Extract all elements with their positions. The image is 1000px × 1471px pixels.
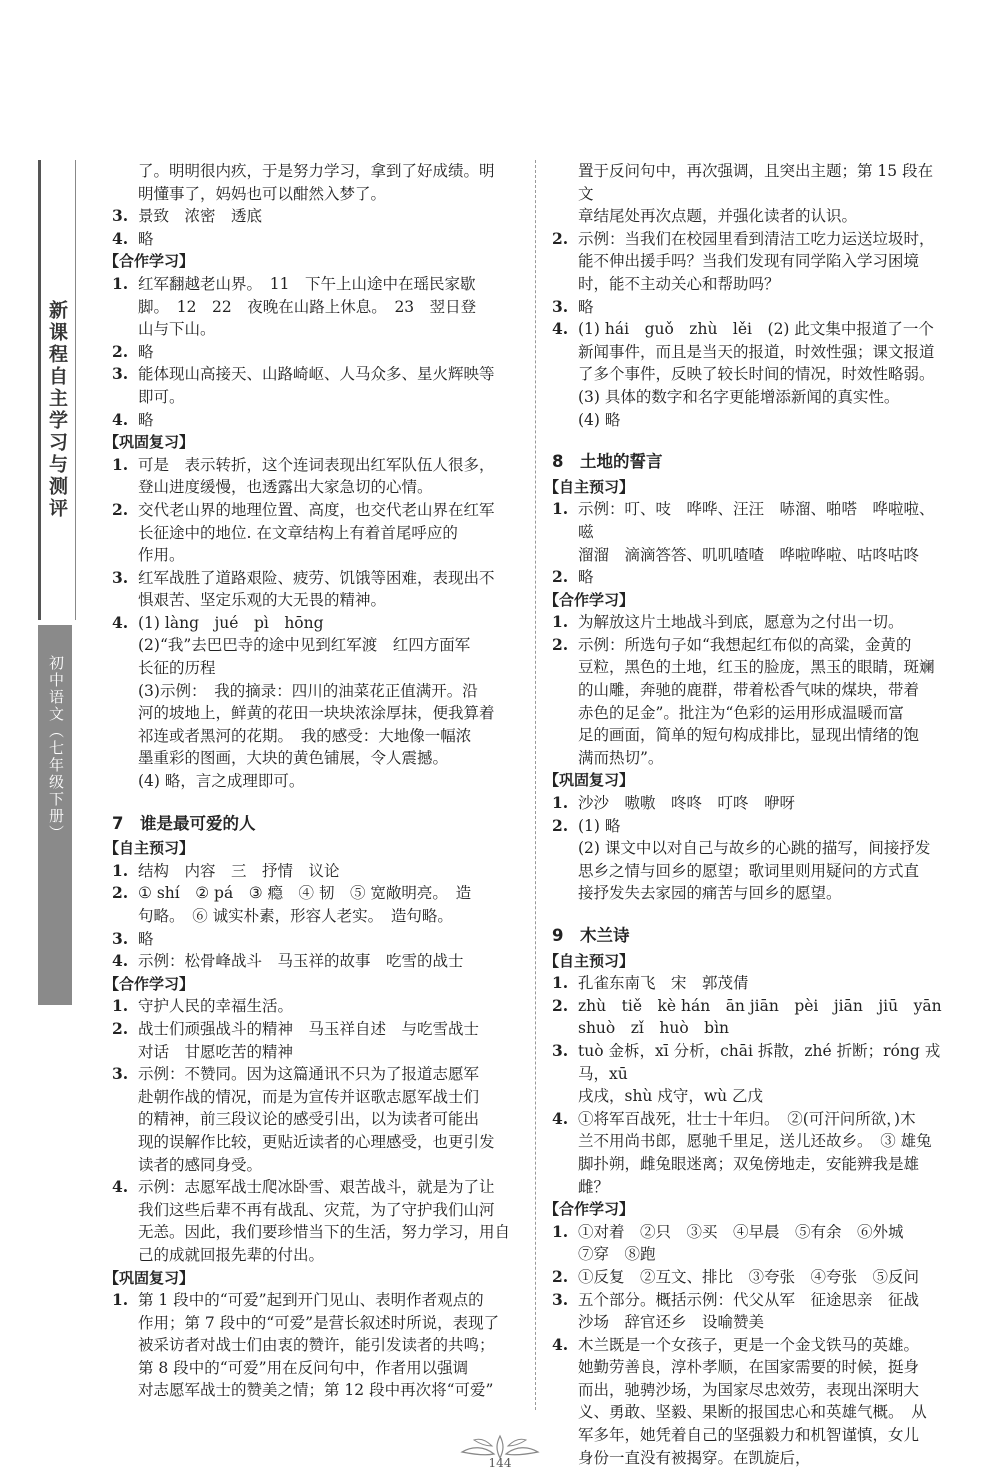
column-divider [535, 160, 536, 1410]
text-line: 长征的历程 [138, 659, 216, 678]
text-line: 而出，驰骋沙场，为国家尽忠效劳，表现出深明大 [578, 1380, 920, 1399]
item-text: 景致 浓密 透底 [138, 207, 263, 226]
answer-item [112, 1063, 524, 1086]
item-number: 3. [112, 567, 129, 587]
text-line: 无恙。因此，我们要珍惜当下的生活，努力学习，用自 [138, 1223, 511, 1242]
sidebar [38, 160, 72, 1040]
section-header: 【自主预习】 [544, 477, 635, 496]
text-line: 第 8 段中的“可爱”用在反问句中，作者用以强调 [138, 1358, 469, 1377]
text-line: 义、勇敢、坚毅、果断的报国忠心和英雄气概。 从 [578, 1403, 927, 1422]
item-text: ①反复 ②互文、排比 ③夸张 ④夸张 ⑤反问 [578, 1267, 920, 1286]
text-line: 脚。 12 22 夜晚在山路上休息。 23 翌日登 [138, 297, 477, 316]
answer-item [112, 341, 524, 364]
answer-item [112, 950, 524, 973]
item-number: 3. [552, 1289, 569, 1309]
text-line: 她勤劳善良，淳朴孝顺，在国家需要的时候，挺身 [578, 1358, 920, 1377]
item-text: 第 1 段中的“可爱”起到开门见山、表明作者观点的 [138, 1291, 484, 1310]
answer-item [552, 972, 946, 995]
item-text: 略 [138, 929, 154, 948]
answer-item [552, 566, 946, 589]
answer-item [552, 634, 946, 657]
text-line: 登山进度缓慢，也透露出大家急切的心情。 [138, 478, 433, 497]
item-text: 略 [578, 568, 594, 587]
text-line: 了多个事件，反映了较长时间的情况，时效性略弱。 [578, 365, 935, 384]
series-title-tab [38, 160, 76, 620]
item-number: 4. [112, 228, 129, 248]
text-line: 身份一直没有被揭穿。在凯旋后， [578, 1448, 811, 1467]
answer-item [552, 792, 946, 815]
item-text: zhù tiě kè hán ān jiān pèi jiān jiū yān [578, 996, 942, 1015]
text-line: 被采访者对战士们由衷的赞许，能引发读者的共鸣； [138, 1336, 495, 1355]
item-number: 4. [112, 951, 129, 971]
text-line: 豆粒，黑色的土地，红玉的脸庞，黑玉的眼睛，斑斓 [578, 658, 935, 677]
text-line: 章结尾处再次点题，并强化读者的认识。 [578, 207, 858, 226]
answer-item [112, 499, 524, 522]
item-text: 示例：当我们在校园里看到清洁工吃力运送垃圾时， [578, 229, 935, 248]
text-line: 作用；第 7 段中的“可爱”是营长叙述时所说，表现了 [138, 1313, 500, 1332]
item-text: (1) hái guǒ zhù lěi (2) 此文集中报道了一个 [578, 320, 934, 339]
item-number: 1. [112, 860, 129, 880]
text-line: 时，能不主动关心和帮助吗？ [578, 274, 780, 293]
text-line: 了。明明很内疚，于是努力学习，拿到了好成绩。明 [138, 162, 495, 180]
answer-item [552, 611, 946, 634]
item-text: 结构 内容 三 抒情 议论 [138, 861, 340, 880]
text-line: 置于反问句中，再次强调，且突出主题；第 15 段在文 [578, 162, 934, 203]
page-number: 144 [488, 1456, 512, 1470]
item-text: 示例：不赞同。因为这篇通讯不只为了报道志愿军 [138, 1065, 480, 1084]
text-line: 我们这些后辈不再有战乱、灾荒，为了守护我们山河 [138, 1200, 495, 1219]
text-line: 对志愿军战士的赞美之情；第 12 段中再次将“可爱” [138, 1381, 494, 1400]
item-number: 3. [552, 1040, 569, 1060]
section-header: 【合作学习】 [544, 590, 635, 609]
section-header: 【巩固复习】 [104, 433, 195, 452]
answer-item [112, 860, 524, 883]
item-number: 1. [112, 1290, 129, 1310]
item-text: 略 [138, 410, 154, 429]
item-text: 红军战胜了道路艰险、疲劳、饥饿等困难，表现出不 [138, 568, 495, 587]
text-line: 赤色的足金”。批注为“色彩的运用形成温暖而富 [578, 703, 904, 722]
text-line: 军多年，她凭着自己的坚强毅力和机智谨慎，女儿 [578, 1426, 920, 1445]
text-line: 溜溜 滴滴答答、叽叽喳喳 哗啦哗啦、咕咚咕咚 [578, 545, 920, 564]
text-line: (3) 具体的数字和名字更能增添新闻的真实性。 [578, 387, 900, 406]
item-number: 1. [552, 612, 569, 632]
item-number: 2. [552, 634, 569, 654]
item-text: (1) làng jué pì hōng [138, 613, 324, 632]
answer-item [552, 318, 946, 341]
item-text: 示例：松骨峰战斗 马玉祥的故事 吃雪的战士 [138, 952, 464, 971]
item-number: 3. [552, 296, 569, 316]
answer-item [552, 498, 946, 543]
text-line: 明懂事了，妈妈也可以酣然入梦了。 [138, 184, 387, 203]
item-number: 2. [112, 341, 129, 361]
answer-item [112, 273, 524, 296]
item-text: 沙沙 嗷嗷 咚咚 叮咚 咿呀 [578, 794, 796, 813]
subject-label: 初中语文（七年级下册） [47, 655, 65, 842]
text-line: 山与下山。 [138, 320, 216, 339]
answer-item [112, 454, 524, 477]
item-text: 示例：志愿军战士爬冰卧雪、艰苦战斗，就是为了让 [138, 1178, 495, 1197]
text-line: (4) 略 [578, 410, 621, 429]
item-number: 3. [112, 206, 129, 226]
item-text: 五个部分。概括示例：代父从军 征途思亲 征战 [578, 1290, 920, 1309]
section-header: 【合作学习】 [104, 252, 195, 271]
text-line: 赴朝作战的情况，而是为宣传并讴歌志愿军战士们 [138, 1087, 480, 1106]
text-line: 己的成就回报先辈的付出。 [138, 1245, 325, 1264]
left-column [104, 160, 524, 1402]
item-number: 3. [112, 364, 129, 384]
text-line: 对话 甘愿吃苦的精神 [138, 1042, 294, 1061]
lesson-title: 7 谁是最可爱的人 [112, 813, 256, 833]
text-line: shuò zǐ huò bìn [578, 1019, 730, 1038]
item-number: 3. [112, 928, 129, 948]
text-line: 作用。 [138, 546, 185, 565]
section-header: 【自主预习】 [104, 839, 195, 858]
item-number: 2. [552, 567, 569, 587]
item-text: (1) 略 [578, 816, 621, 835]
item-number: 4. [112, 1177, 129, 1197]
text-line: 现的误解作比较，更贴近读者的心理感受，也更引发 [138, 1132, 495, 1151]
section-header: 【合作学习】 [544, 1200, 635, 1219]
text-line: 新闻事件，而且是当天的报道，时效性强；课文报道 [578, 342, 935, 361]
item-number: 1. [112, 996, 129, 1016]
item-text: 能体现山高接天、山路崎岖、人马众多、星火辉映等 [138, 365, 495, 384]
text-line: (3)示例： 我的摘录：四川的油菜花正值满开。沿 [138, 681, 478, 700]
section-header: 【巩固复习】 [544, 771, 635, 790]
item-text: 略 [138, 342, 154, 361]
item-number: 1. [112, 273, 129, 293]
answer-item [112, 567, 524, 590]
section-header: 【自主预习】 [544, 951, 635, 970]
answer-item [112, 409, 524, 432]
answer-item [552, 1266, 946, 1289]
text-line: 的精神，前三段议论的感受引出，以为读者可能出 [138, 1110, 480, 1129]
item-number: 4. [552, 1334, 569, 1354]
item-text: 红军翻越老山界。 11 下午上山途中在瑶民家歇 [138, 274, 476, 293]
text-line: 的山雕，奔驰的鹿群，带着松香气味的煤块，带着 [578, 681, 920, 700]
subject-tab [38, 625, 72, 1005]
text-line: 长征途中的地位. 在文章结构上有着首尾呼应的 [138, 523, 458, 542]
answer-item [112, 928, 524, 951]
answer-item [552, 995, 946, 1018]
item-text: 交代老山界的地理位置、高度，也交代老山界在红军 [138, 500, 495, 519]
item-number: 1. [552, 1221, 569, 1241]
item-number: 2. [552, 1266, 569, 1286]
answer-item [112, 882, 524, 905]
item-number: 1. [552, 499, 569, 519]
item-text: tuò 金柝，xī 分析，chāi 拆散，zhé 折断；róng 戎马，xū [578, 1041, 941, 1083]
answer-item [112, 205, 524, 228]
text-line: 河的坡地上，鲜黄的花田一块块浓涂厚抹，便我算着 [138, 704, 495, 723]
answer-item [552, 815, 946, 838]
text-line: (2) 课文中以对自己与故乡的心跳的描写，间接抒发 [578, 839, 931, 858]
text-line: 句略。 ⑥ 诚实朴素，形容人老实。 造句略。 [138, 907, 453, 925]
answer-item [112, 363, 524, 386]
item-number: 1. [552, 793, 569, 813]
item-number: 4. [552, 1108, 569, 1128]
item-number: 1. [552, 973, 569, 993]
answer-item [552, 296, 946, 319]
item-number: 2. [112, 1018, 129, 1038]
text-line: 接抒发失去家园的痛苦与回乡的愿望。 [578, 884, 842, 903]
text-line: 满而热切”。 [578, 748, 664, 767]
item-text: 为解放这片土地战斗到底，愿意为之付出一切。 [578, 613, 904, 632]
text-line: (4) 略，言之成理即可。 [138, 772, 305, 791]
item-text: ①将军百战死，壮士十年归。 ②(可汗问所欲，)木 [578, 1109, 916, 1128]
text-line: 即可。 [138, 387, 185, 406]
series-title: 新课程自主学习与测评 [46, 300, 68, 520]
item-number: 2. [112, 499, 129, 519]
item-text: 示例：叮、吱 哗哗、汪汪 哧溜、啪嗒 哗啦啦、嗞 [578, 500, 935, 541]
answer-item [552, 1334, 946, 1357]
item-text: 略 [578, 297, 594, 316]
answer-item [552, 1221, 946, 1244]
answer-item [552, 1289, 946, 1312]
section-header: 【巩固复习】 [104, 1268, 195, 1287]
answer-item [112, 1176, 524, 1199]
answer-item [112, 1289, 524, 1312]
text-line: 戌戌，shù 戍守，wù 乙戊 [578, 1087, 764, 1106]
item-text: 木兰既是一个女孩子，更是一个金戈铁马的英雄。 [578, 1335, 920, 1354]
item-text: ①对着 ②只 ③买 ④早晨 ⑤有余 ⑥外城 [578, 1222, 904, 1241]
answer-item [552, 228, 946, 251]
item-number: 2. [112, 883, 129, 903]
text-line: 兰不用尚书郎，愿驰千里足，送儿还故乡。 ③ 雄兔 [578, 1132, 932, 1151]
text-line: (2)“我”去巴巴寺的途中见到红军渡 红四方面军 [138, 636, 471, 655]
item-text: 守护人民的幸福生活。 [138, 997, 294, 1016]
answer-item [112, 612, 524, 635]
answer-item [552, 1108, 946, 1131]
lesson-title: 8 土地的誓言 [552, 452, 663, 472]
item-text: ① shí ② pá ③ 瘾 ④ 韧 ⑤ 宽敞明亮。 造 [138, 884, 472, 903]
item-number: 3. [112, 1064, 129, 1084]
text-line: 读者的感同身受。 [138, 1155, 263, 1174]
item-text: 示例：所选句子如“我想起红布似的高粱，金黄的 [578, 635, 912, 654]
text-line: 思乡之情与回乡的愿望；歌词里则用疑问的方式直 [578, 861, 920, 880]
item-number: 2. [552, 228, 569, 248]
item-number: 4. [112, 409, 129, 429]
item-number: 4. [552, 319, 569, 339]
item-text: 孔雀东南飞 宋 郭茂倩 [578, 974, 749, 993]
item-text: 可是 表示转折，这个连词表现出红军队伍人很多， [138, 455, 495, 474]
item-number: 2. [552, 995, 569, 1015]
section-header: 【合作学习】 [104, 974, 195, 993]
item-number: 1. [112, 454, 129, 474]
answer-item [112, 1018, 524, 1041]
text-line: 足的画面，简单的短句构成排比，显现出情绪的饱 [578, 726, 920, 745]
text-line: 惧艰苦、坚定乐观的大无畏的精神。 [138, 591, 387, 610]
text-line: ⑦穿 ⑧跑 [578, 1245, 656, 1264]
text-line: 脚扑朔，雌兔眼迷离；双兔傍地走，安能辨我是雄雌？ [578, 1154, 920, 1196]
answer-item [552, 1040, 946, 1085]
text-line: 祁连或者黑河的花期。 我的感受：大地像一幅浓 [138, 726, 472, 745]
answer-item [112, 995, 524, 1018]
item-text: 略 [138, 229, 154, 248]
item-number: 4. [112, 612, 129, 632]
lesson-title: 9 木兰诗 [552, 926, 630, 945]
text-line: 墨重彩的图画，大块的黄色铺展，令人震撼。 [138, 749, 449, 768]
text-line: 沙场 辞官还乡 设喻赞美 [578, 1313, 765, 1332]
right-column [544, 160, 946, 1469]
item-text: 战士们顽强战斗的精神 马玉祥自述 与吃雪战士 [138, 1019, 480, 1038]
answer-item [112, 228, 524, 251]
text-line: 能不伸出援手吗？当我们发现有同学陷入学习困境 [578, 252, 920, 271]
item-number: 2. [552, 815, 569, 835]
